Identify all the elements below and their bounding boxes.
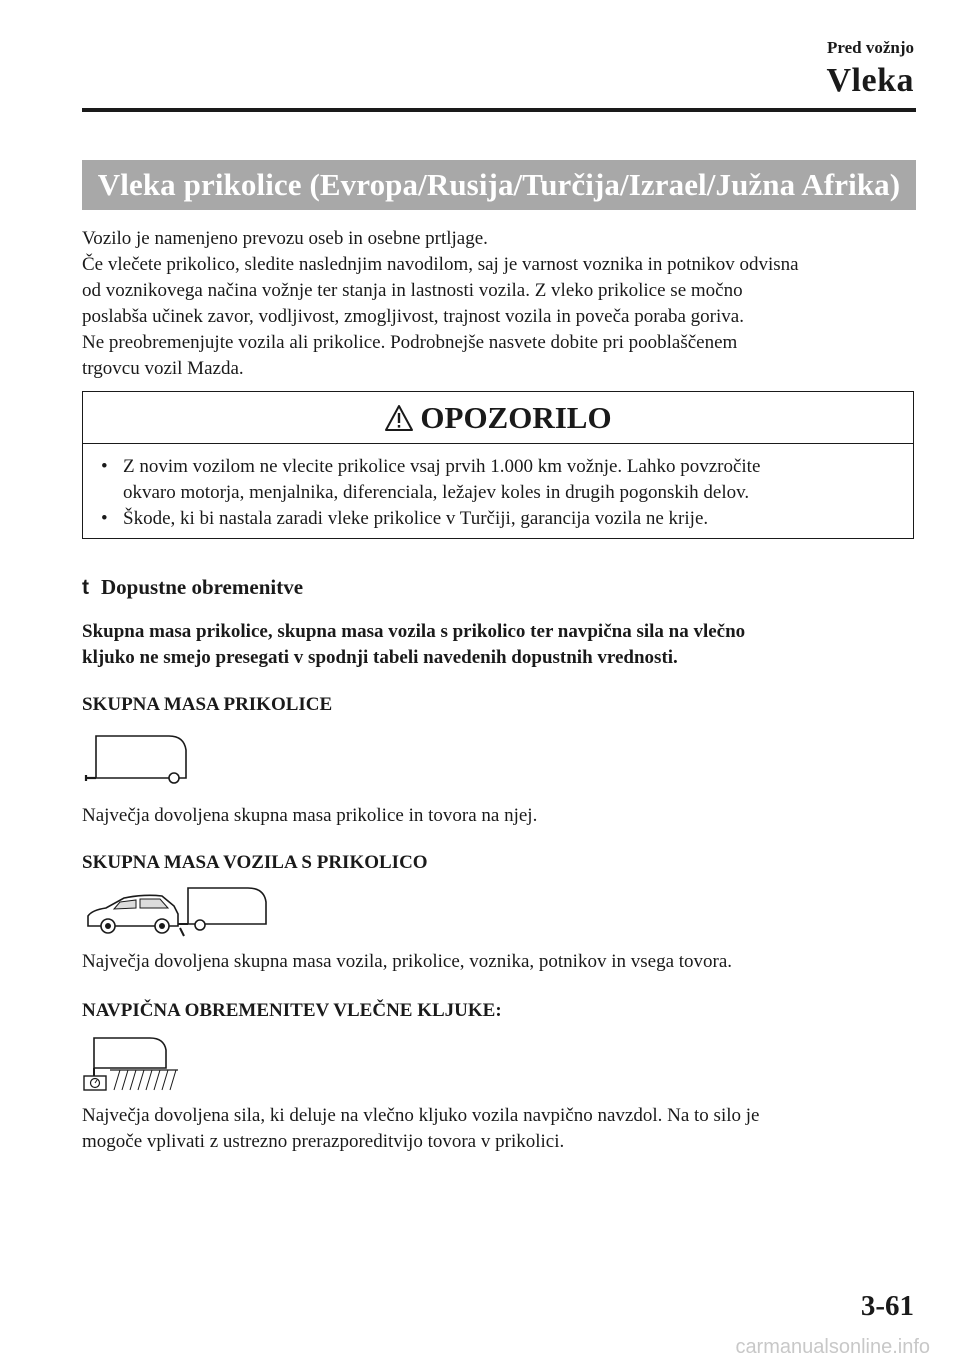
item-desc-combined-mass — [82, 949, 732, 975]
bullet: • — [101, 508, 108, 529]
intro-line: od voznikovega načina vožnje ter stanja in lastnosti vozila. Z vleko prikolice se močno — [82, 280, 743, 301]
item-desc-line: Največja dovoljena skupna masa prikolice in tovora na njej. — [82, 805, 538, 826]
warning-item — [101, 454, 897, 506]
trailer-icon — [84, 728, 194, 786]
running-header-chapter: Vleka — [826, 62, 914, 99]
warning-item-line: Z novim vozilom ne vlecite prikolice vsaj prvih 1.000 km vožnje. Lahko povzročite — [123, 456, 761, 477]
intro-line: trgovcu vozil Mazda. — [82, 358, 244, 379]
intro-line: poslabša učinek zavor, vodljivost, zmogljivost, trajnost vozila in poveča poraba goriva. — [82, 306, 744, 327]
warning-box — [82, 391, 914, 539]
header-rule — [82, 108, 916, 112]
item-desc-line: Največja dovoljena sila, ki deluje na vlečno kljuko vozila navpično navzdol. Na to silo je — [82, 1105, 760, 1126]
item-desc-tongue-load — [82, 1103, 759, 1155]
intro-line: Ne preobremenjujte vozila ali prikolice. Podrobnejše nasvete dobite pri pooblaščenem — [82, 332, 738, 353]
item-desc-line: Največja dovoljena skupna masa vozila, prikolice, voznika, potnikov in vsega tovora. — [82, 951, 733, 972]
page-number: 3-61 — [860, 1290, 914, 1322]
tongue-load-scale-icon — [84, 1034, 184, 1094]
item-desc-trailer-mass — [82, 803, 537, 829]
intro-line: Vozilo je namenjeno prevozu oseb in osebne prtljage. — [82, 228, 488, 249]
subsection-title: Dopustne obremenitve — [101, 575, 304, 599]
car-with-trailer-icon — [84, 884, 274, 944]
item-label-combined-mass: SKUPNA MASA VOZILA S PRIKOLICO — [82, 852, 428, 873]
section-marker: t — [82, 576, 89, 599]
warning-list — [83, 444, 913, 532]
lead-paragraph — [82, 619, 745, 671]
warning-item-line: okvaro motorja, menjalnika, diferenciala, ležajev koles in drugih pogonskih delov. — [123, 482, 750, 503]
subsection-heading — [82, 575, 303, 600]
warning-item-line: Škode, ki bi nastala zaradi vleke prikolice v Turčiji, garancija vozila ne krije. — [123, 508, 709, 529]
item-label-tongue-load: NAVPIČNA OBREMENITEV VLEČNE KLJUKE: — [82, 1000, 502, 1021]
warning-header — [83, 392, 913, 444]
section-banner: Vleka prikolice (Evropa/Rusija/Turčija/Izrael/Južna Afrika) — [82, 160, 916, 210]
lead-line: Skupna masa prikolice, skupna masa vozila s prikolico ter navpična sila na vlečno — [82, 621, 746, 642]
watermark: carmanualsonline.info — [735, 1336, 930, 1358]
running-header-section: Pred vožnjo — [826, 38, 914, 57]
intro-paragraph — [82, 226, 922, 382]
intro-line: Če vlečete prikolico, sledite naslednjim navodilom, saj je varnost voznika in potnikov odvisna — [82, 254, 799, 275]
lead-line: kljuko ne smejo presegati v spodnji tabeli navedenih dopustnih vrednosti. — [82, 647, 678, 668]
bullet: • — [101, 456, 108, 477]
warning-triangle-icon — [384, 404, 414, 432]
warning-title: OPOZORILO — [420, 399, 612, 435]
item-label-trailer-mass: SKUPNA MASA PRIKOLICE — [82, 694, 333, 715]
item-desc-line: mogoče vplivati z ustrezno prerazporeditvijo tovora v prikolici. — [82, 1131, 565, 1152]
warning-item — [101, 506, 897, 532]
